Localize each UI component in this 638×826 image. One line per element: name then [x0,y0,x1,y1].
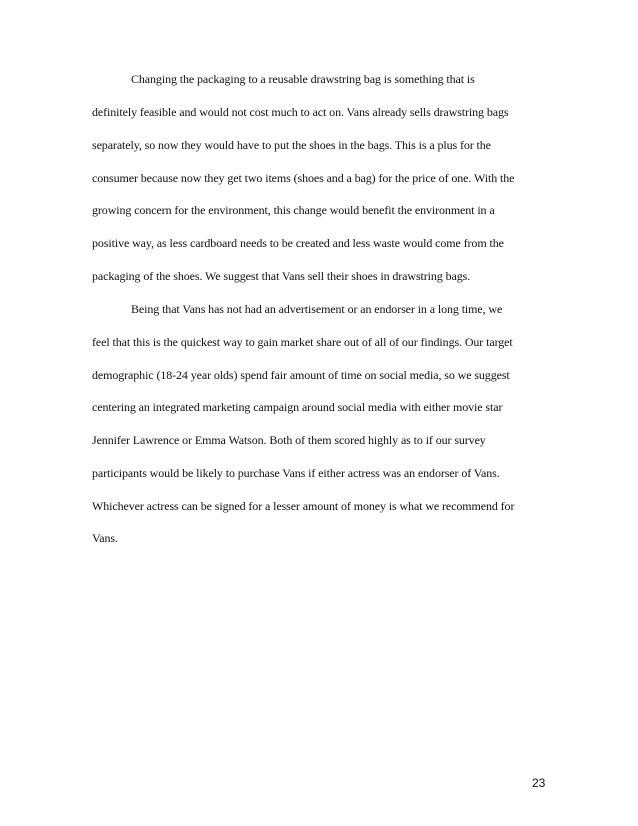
paragraph-line: participants would be likely to purchase Vans if either actress was an endorser of Vans. [92,466,500,480]
paragraph-line: Jennifer Lawrence or Emma Watson. Both of them scored highly as to if our survey [92,433,486,447]
paragraph-line: consumer because now they get two items (shoes and a bag) for the price of one. With the [92,171,515,185]
paragraph-line: centering an integrated marketing campaign around social media with either movie star [92,400,503,414]
paragraph-line: Being that Vans has not had an advertisement or an endorser in a long time, we [131,302,503,316]
paragraph-line: Whichever actress can be signed for a lesser amount of money is what we recommend for [92,499,515,513]
paragraph-line: Vans. [92,531,118,545]
paragraph-line: demographic (18-24 year olds) spend fair amount of time on social media, so we suggest [92,368,510,382]
paragraph-line: Changing the packaging to a reusable drawstring bag is something that is [131,72,475,86]
paragraph-line: positive way, as less cardboard needs to be created and less waste would come from the [92,236,504,250]
page-number: 23 [532,776,546,790]
paragraph-line: growing concern for the environment, this change would benefit the environment in a [92,203,495,217]
paragraph-line: packaging of the shoes. We suggest that Vans sell their shoes in drawstring bags. [92,269,471,283]
paragraph-line: definitely feasible and would not cost much to act on. Vans already sells drawstring bags [92,105,509,119]
paragraph-line: separately, so now they would have to put the shoes in the bags. This is a plus for the [92,138,491,152]
paragraph-line: feel that this is the quickest way to gain market share out of all of our findings. Our target [92,335,513,349]
